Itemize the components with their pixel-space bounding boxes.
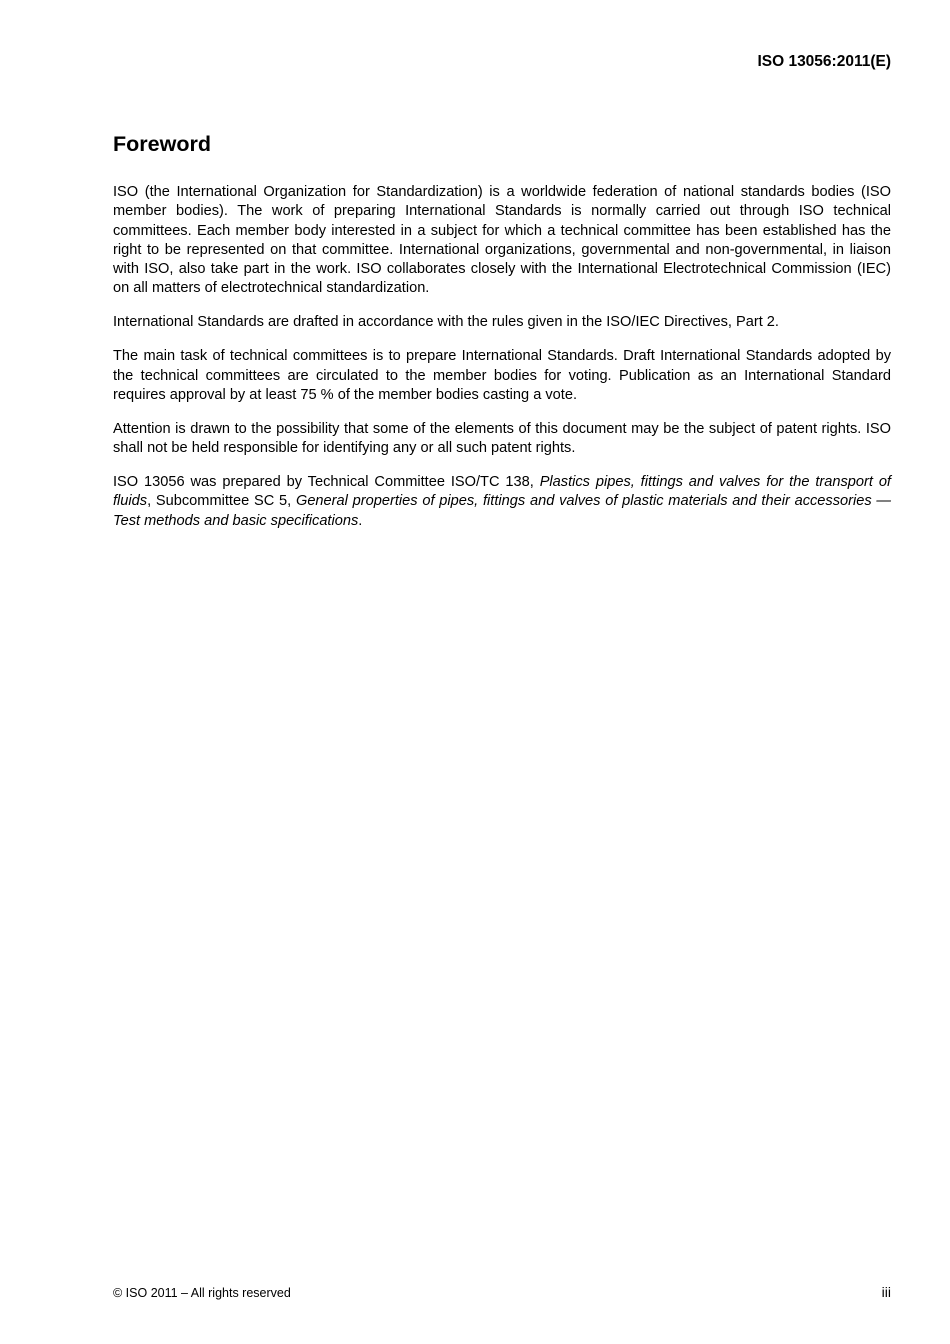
copyright-notice: © ISO 2011 – All rights reserved (113, 1286, 291, 1300)
page-title: Foreword (113, 132, 211, 156)
paragraph-patent-rights: Attention is drawn to the possibility that some of the elements of this document may be the subject of patent rights. ISO shall not be held responsible for identifying any or all such patent rights. (113, 420, 891, 457)
committee-title: Plastics pipes, fittings and valves for the transport of fluids (113, 473, 891, 510)
page-number: iii (881, 1284, 891, 1300)
paragraph-iso-description: ISO (the International Organization for Standardization) is a worldwide federation of national standards bodies (ISO member bodies). The work of preparing International Standards is normally carried out through ISO technical committees. Each member body interested in a subject for which a technical committee has been established has the right to be represented on that committee. International organizations, governmental and non-governmental, in liaison with ISO, also take part in the work. ISO collaborates closely with the International Electrotechnical Commission (IEC) on all matters of electrotechnical standardization. (113, 184, 891, 297)
paragraph-prepared-by (113, 473, 891, 531)
subcommittee-title: General properties of pipes, fittings and valves of plastic materials and their accessories — Test methods and basic specifications (113, 493, 892, 529)
prepared-by-suffix: . (358, 512, 363, 529)
document-identifier: ISO 13056:2011(E) (757, 53, 891, 70)
prepared-by-middle: , Subcommittee SC 5, (147, 493, 296, 510)
prepared-by-prefix: ISO 13056 was prepared by Technical Committee ISO/TC 138, (113, 473, 540, 490)
foreword-body (113, 183, 891, 545)
paragraph-technical-committees: The main task of technical committees is to prepare International Standards. Draft International Standards adopted by the technical committees are circulated to the member bodies for voting. Publication as an International Standard requires approval by at least 75 % of the member bodies casting a vote. (113, 348, 891, 403)
paragraph-directives: International Standards are drafted in accordance with the rules given in the ISO/IEC Directives, Part 2. (113, 314, 779, 331)
